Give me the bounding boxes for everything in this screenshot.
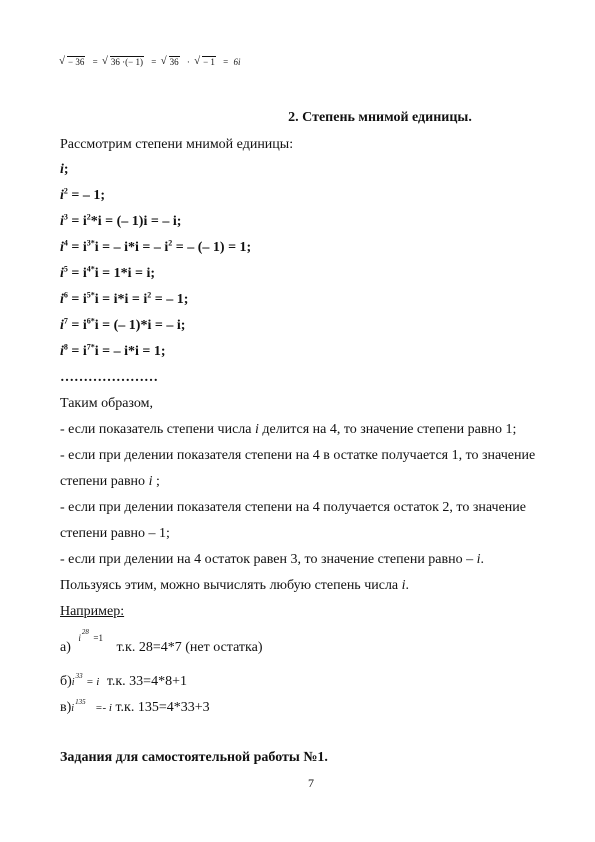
power-line-7: $i^7 = i^{6*}i$ = (– 1)*i = – i; [60, 316, 186, 333]
rule-1: - если показатель степени числа i делится на 4, то значение степени равно 1; [60, 422, 517, 437]
usage-text: Пользуясь этим, можно вычислять любую степень числа i. [60, 578, 410, 593]
sqrt-1: √ − 36 [60, 57, 85, 67]
summary-heading: Таким образом, [60, 396, 153, 411]
rule-3-line-2: степени равно – 1; [60, 526, 170, 541]
rule-2-line-1: - если при делении показателя степени на 4 в остатке получается 1, то значение [60, 448, 536, 463]
power-line-8: $i^8 = i^{7*}i$ = – i*i = 1; [60, 342, 166, 359]
intro-text: Рассмотрим степени мнимой единицы: [60, 137, 294, 152]
sqrt-formula: √ − 36 = √ 36 ·(− 1) = √ 36 · √ − 1 = 6i [60, 57, 240, 67]
rule-3-line-1: - если при делении показателя степени на 4 получается остаток 2, то значение [60, 500, 526, 515]
power-line-6: $i^6 = i^{5*}i = i*i = i^2$ = – 1; [60, 290, 189, 307]
power-line-2: $i^2$ = – 1; [60, 186, 106, 203]
ellipsis-line: ………………… [60, 370, 158, 385]
example-b: $б)i^{33} = i$ т.к. 33=4*8+1 [60, 672, 187, 689]
page-number: 7 [308, 776, 314, 790]
section-title: 2. Степень мнимой единицы. [288, 110, 472, 125]
rule-4: - если при делении на 4 остаток равен 3, то значение степени равно – i. [60, 552, 485, 567]
sqrt-2: √ 36 ·(− 1) [103, 57, 144, 67]
power-line-1: i; [60, 162, 69, 177]
power-line-4: $i^4 = i^{3*}i$ = – i*i = – $i^2$ = – (– 1) = 1; [60, 238, 252, 255]
rule-2-line-2: степени равно i ; [60, 474, 160, 489]
example-a: а) $^{i^{28} =1}$ т.к. 28=4*7 (нет остатка) [60, 628, 263, 655]
example-heading: Например: [60, 604, 125, 619]
tasks-heading: Задания для самостоятельной работы №1. [60, 750, 328, 765]
sqrt-3: √ 36 [162, 57, 180, 67]
power-line-3: $i^3 = i^2*i$ = (– 1)i = – i; [60, 212, 182, 229]
power-line-5: $i^5 = i^{4*}i = 1*i = i$; [60, 264, 156, 281]
example-c: $в)i^{135} =- i$ т.к. 135=4*33+3 [60, 698, 210, 715]
sqrt-4: √ − 1 [195, 57, 216, 67]
